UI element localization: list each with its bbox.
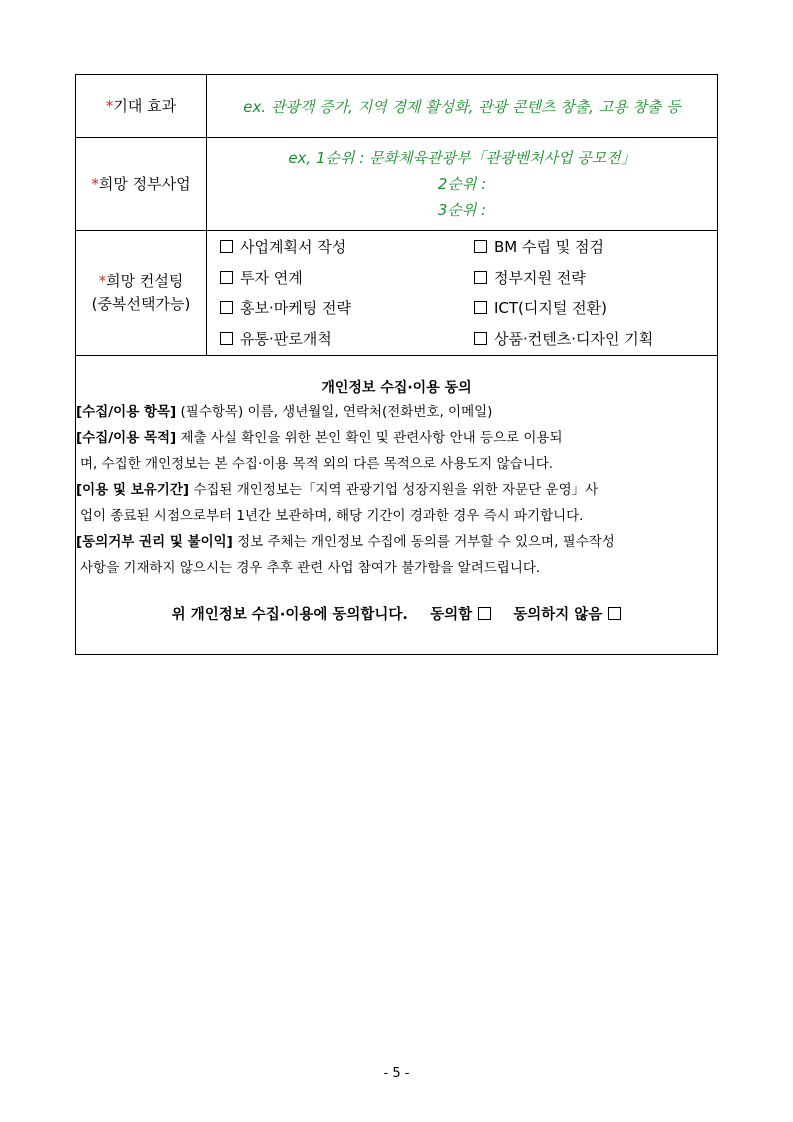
consulting-option-gov-support[interactable]: 정부지원 전략 <box>474 263 724 294</box>
consulting-option-investment[interactable]: 투자 연계 <box>220 263 474 294</box>
required-asterisk: * <box>98 272 107 290</box>
checkbox[interactable] <box>220 301 233 314</box>
consulting-option-business-plan[interactable]: 사업계획서 작성 <box>220 232 474 263</box>
gov-program-priority-1: ex, 1순위 : 문화체육관광부「관광벤처사업 공모전」 <box>288 149 636 167</box>
consulting-label: *희망 컨설팅 (중복선택가능) <box>76 231 207 356</box>
consulting-multi-select-note: (중복선택가능) <box>91 295 191 313</box>
required-asterisk: * <box>105 96 114 115</box>
consent-title: 개인정보 수집·이용 동의 <box>321 380 472 396</box>
disagree-option-label: 동의하지 않음 <box>513 607 603 623</box>
consent-period: [이용 및 보유기간] 수집된 개인정보는「지역 관광기업 성장지원을 위한 자문단 운영」사 <box>76 482 599 498</box>
consent-purpose-cont: 며, 수집한 개인정보는 본 수집·이용 목적 외의 다른 목적으로 사용도지 않습니다. <box>80 456 554 472</box>
agree-checkbox[interactable] <box>478 607 491 620</box>
required-asterisk: * <box>91 174 99 193</box>
privacy-consent-row <box>76 356 718 655</box>
gov-program-priority-3: 3순위 : <box>437 201 487 219</box>
checkbox[interactable] <box>220 240 233 253</box>
consent-items: [수집/이용 항목] (필수항목) 이름, 생년월일, 연락처(전화번호, 이메일) <box>76 404 493 420</box>
consulting-row <box>76 231 718 356</box>
consulting-option-design[interactable]: 상품·컨텐츠·디자인 기획 <box>474 324 724 355</box>
expected-effect-label: *기대 효과 <box>76 75 207 138</box>
page-number: - 5 - <box>383 1066 410 1081</box>
consulting-option-bm[interactable]: BM 수립 및 점검 <box>474 232 724 263</box>
expected-effect-field[interactable] <box>207 75 718 138</box>
consulting-options <box>207 231 718 356</box>
checkbox[interactable] <box>474 301 487 314</box>
expected-effect-row <box>76 75 718 138</box>
consent-purpose: [수집/이용 목적] 제출 사실 확인을 위한 본인 확인 및 관련사항 안내 등으로 이용되 <box>76 430 563 446</box>
gov-program-priority-2: 2순위 : <box>437 175 487 193</box>
consent-refusal-cont: 사항을 기재하지 않으시는 경우 추후 관련 사업 참여가 불가함을 알려드립니다. <box>80 560 541 576</box>
checkbox[interactable] <box>220 332 233 345</box>
consulting-option-marketing[interactable]: 홍보·마케팅 전략 <box>220 293 474 324</box>
consent-period-cont: 업이 종료된 시점으로부터 1년간 보관하며, 해당 기간이 경과한 경우 즉시 파기합니다. <box>80 508 584 524</box>
gov-program-row <box>76 138 718 231</box>
expected-effect-example: ex. 관광객 증가, 지역 경제 활성화, 관광 콘텐츠 창출, 고용 창출 등 <box>243 97 681 116</box>
consulting-option-ict[interactable]: ICT(디지털 전환) <box>474 293 724 324</box>
privacy-consent-section <box>76 356 718 655</box>
consent-refusal: [동의거부 권리 및 불이익] 정보 주체는 개인정보 수집에 동의를 거부할 수 있으며, 필수작성 <box>76 534 615 550</box>
disagree-checkbox[interactable] <box>608 607 621 620</box>
checkbox[interactable] <box>220 271 233 284</box>
checkbox[interactable] <box>474 271 487 284</box>
gov-program-label: *희망 정부사업 <box>76 138 207 231</box>
consent-agree-line: 위 개인정보 수집·이용에 동의합니다. 동의함 동의하지 않음 <box>76 603 717 624</box>
checkbox[interactable] <box>474 240 487 253</box>
checkbox[interactable] <box>474 332 487 345</box>
consulting-option-distribution[interactable]: 유통·판로개척 <box>220 324 474 355</box>
gov-program-field[interactable] <box>207 138 718 231</box>
application-form-table <box>75 74 718 655</box>
agree-option-label: 동의함 <box>430 607 473 623</box>
